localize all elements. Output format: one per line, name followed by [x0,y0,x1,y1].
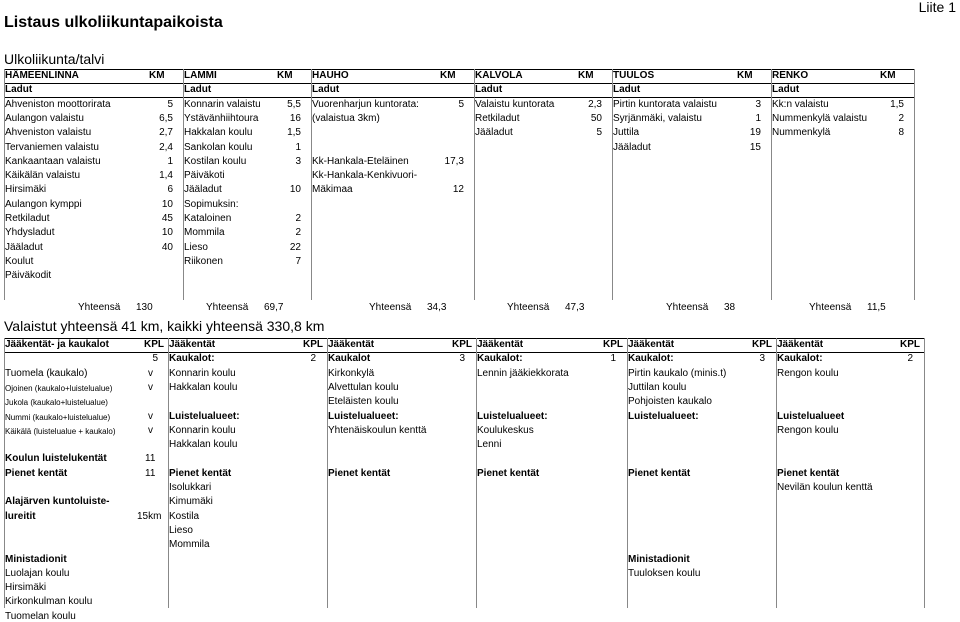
trail-name: Syrjänmäki, valaistu [613,112,702,124]
total-km: 130 [136,302,153,313]
trail-name: Ystävänhiihtoura [184,112,259,124]
subheader-ladut: Ladut [5,84,33,96]
count-value: 2 [310,353,316,365]
trail-km: 5 [596,127,602,139]
subheader-ladut: Ladut [772,84,800,96]
trail-km: 1,5 [287,127,301,139]
small-field-name: Nevilän koulun kenttä [777,482,873,493]
rink-name: Rengon koulu [777,367,839,379]
table-divider [771,69,772,300]
trail-km: 12 [452,184,464,196]
table-rule [627,338,628,608]
kaukalot-label: Kaukalot: [777,353,823,365]
trail-km: 5 [458,98,464,110]
total-label: Yhteensä [369,302,412,313]
total-label: Yhteensä [809,302,852,313]
table-divider [914,69,915,300]
rink-name: Nummi (kaukalo+luistelualue) [5,412,111,422]
rink-name: Pohjoisten kaukalo [628,396,712,408]
trail-name: Ahveniston moottorirata [5,98,111,110]
skating-area-name: Konnarin koulu [169,424,236,436]
column-header: Jääkentät [169,339,216,350]
column-header: Jääkentät- ja kaukalot [5,339,109,350]
trail-name: Lieso [184,241,208,253]
trail-name: Vuorenharjun kuntorata: [312,98,419,110]
unit-label: KPL [752,339,772,350]
table-rule [4,338,5,608]
trail-name: Kostilan koulu [184,155,247,167]
trail-name: Jääladut [475,127,513,139]
trail-km: 15 [749,141,761,153]
skating-area-name: Lenni [477,439,502,451]
trail-name: Sankolan koulu [184,141,253,153]
total-summary: Valaistut yhteensä 41 km, kaikki yhteensä 330,8 km [4,318,325,334]
table-rule [4,83,914,84]
skating-trail-label: Alajärven kuntoluiste- [5,496,110,508]
unit-label: KPL [452,339,472,350]
trail-km: 1,5 [890,98,904,110]
table-divider [474,69,475,300]
count-value: 3 [759,353,765,365]
total-km: 11,5 [867,302,886,313]
school-rinks-label: Koulun luistelukentät [5,453,107,465]
trail-km: 16 [289,112,301,124]
total-label: Yhteensä [206,302,249,313]
trail-name: Mommila [184,227,225,239]
trail-name: Jääladut [184,184,222,196]
rink-name: Hakkalan koulu [169,381,238,393]
subheader-ladut: Ladut [475,84,503,96]
trail-name: Kk:n valaistu [772,98,829,110]
trail-km: 8 [898,127,904,139]
total-km: 47,3 [565,302,585,313]
trail-name: Kk-Hankala-Kenkivuori- [312,170,418,182]
rink-name: Juttilan koulu [628,381,687,393]
trail-km: 3 [295,155,301,167]
trail-name: Hirsimäki [5,184,47,196]
skating-area-label: Luistelualueet: [628,410,699,422]
trail-km: 40 [161,241,173,253]
ministadion-label: Ministadionit [628,553,690,565]
trail-km: 2,3 [588,98,602,110]
unit-label: KPL [603,339,623,350]
total-label: Yhteensä [507,302,550,313]
trail-km: 2 [295,227,301,239]
trail-km: 7 [295,255,301,267]
column-header: Jääkentät [328,339,375,350]
trail-name: Kataloinen [184,213,232,224]
unit-label: KPL [900,339,920,350]
kaukalot-label: Kaukalot [328,353,371,365]
count-value: 11 [145,467,156,479]
ministadion-name: Luolajan koulu [5,567,70,579]
subheader-ladut: Ladut [184,84,212,96]
rink-name: Eteläisten koulu [328,396,399,408]
column-header: Jääkentät [777,339,824,350]
ministadion-name: Tuuloksen koulu [628,567,701,579]
rink-name: Tuomela (kaukalo) [5,367,88,379]
table-rule [168,338,169,608]
trail-km: 17,3 [444,155,464,167]
table-rule [4,69,914,70]
small-fields-label: Pienet kentät [777,467,840,479]
skating-area-name: Yhtenäiskoulun kenttä [328,424,427,436]
trail-name: Juttila [613,127,640,139]
table-rule [4,338,924,339]
trail-name: Retkiladut [5,213,50,224]
skating-area-name: Koulukeskus [477,424,534,436]
subheader-ladut: Ladut [613,84,641,96]
skating-area-label: Luistelualueet [777,410,845,422]
total-km: 69,7 [264,302,284,313]
rink-name: Pirtin kaukalo (minis.t) [628,367,727,379]
skating-area-name: Hakkalan koulu [169,439,238,451]
section-title: Ulkoliikunta/talvi [4,51,105,67]
rink-name: Konnarin koulu [169,367,236,379]
trail-km: 10 [161,227,173,239]
small-fields-label: Pienet kentät [477,467,540,479]
trail-name: Yhdysladut [5,227,55,239]
trail-km: 1 [167,155,173,167]
trail-km: 2,7 [159,127,173,139]
rink-name: Kirkonkylä [328,367,375,379]
total-label: Yhteensä [666,302,709,313]
trail-km: 45 [161,213,173,224]
trail-km: 1 [295,141,301,153]
table-rule [4,97,914,98]
trail-km: 50 [590,112,602,124]
kaukalot-label: Kaukalot: [477,353,523,365]
trail-km: 5 [167,98,173,110]
total-km: 34,3 [427,302,447,313]
trail-km: 10 [161,198,173,210]
table-rule [327,338,328,608]
unit-label: KM [880,70,896,81]
trail-km: 3 [755,98,761,110]
skating-area-label: Luistelualueet: [328,410,399,422]
trail-name: Koulut [5,255,34,267]
small-field-name: Kostila [169,510,200,522]
table-divider [612,69,613,300]
count-value: 1 [610,353,616,365]
trail-name: Nummenkylä [772,127,831,139]
unit-label: KM [277,70,293,81]
small-field-name: Lieso [169,524,193,536]
small-field-name: Mommila [169,539,210,551]
trail-km: 1 [755,112,761,124]
small-field-name: Kimumäki [169,496,213,508]
trail-km: 6,5 [159,112,173,124]
trail-name: Aulangon valaistu [5,112,84,124]
rink-name: Ojoinen (kaukalo+luistelualue) [5,383,113,393]
rink-name: Jukola (kaukalo+luistelualue) [5,398,108,408]
lit-marker: v [148,410,153,422]
unit-label: KM [578,70,594,81]
area-name: KALVOLA [475,70,523,81]
appendix-label: Liite 1 [918,0,956,15]
trail-km: 5,5 [287,98,301,110]
trail-name: Kk-Hankala-Eteläinen [312,155,409,167]
trail-km: 10 [289,184,301,196]
column-header: Jääkentät [628,339,675,350]
unit-label: KPL [303,339,323,350]
skating-trail-label: lureitit [5,510,36,522]
trail-name: Aulangon kymppi [5,198,82,210]
kaukalot-label: Kaukalot: [169,353,215,365]
rink-name: Käikälä (luistelualue + kaukalo) [5,426,116,436]
trail-km: 1,4 [159,170,173,182]
trail-name: Retkiladut [475,112,520,124]
small-fields-label: Pienet kentät [328,467,391,479]
small-fields-label: Pienet kentät [5,467,68,479]
trail-name: Nummenkylä valaistu [772,112,868,124]
small-fields-label: Pienet kentät [169,467,232,479]
skating-area-label: Luistelualueet: [169,410,240,422]
area-name: LAMMI [184,70,217,81]
trail-km: 19 [749,127,761,139]
count-value: 2 [907,353,913,365]
count-value: 11 [145,453,156,465]
column-header: Jääkentät [477,339,524,350]
trail-name: Mäkimaa [312,184,353,196]
lit-marker: v [148,381,153,393]
total-label: Yhteensä [78,302,121,313]
area-name: HAUHO [312,70,349,81]
count-value: 3 [459,353,465,365]
trail-name: (valaistua 3km) [312,112,380,124]
table-divider [4,69,5,300]
ministadion-name: Kirkonkulman koulu [5,596,93,608]
area-name: HÄMEENLINNA [5,70,79,81]
trail-name: Konnarin valaistu [184,98,261,110]
area-name: TUULOS [613,70,655,81]
trail-name: Sopimuksin: [184,198,239,210]
trail-name: Päiväkodit [5,270,52,282]
table-rule [924,338,925,608]
ministadion-label: Ministadionit [5,553,67,565]
ministadion-name: Hirsimäki [5,582,47,594]
trail-name: Päiväkoti [184,170,225,182]
table-rule [476,338,477,608]
table-divider [311,69,312,300]
trail-name: Hakkalan koulu [184,127,253,139]
table-rule [776,338,777,608]
trail-name: Jääladut [5,241,43,253]
table-rule [4,352,924,353]
table-divider [183,69,184,300]
ministadion-name: Tuomelan koulu [5,610,76,622]
trail-name: Ahveniston valaistu [5,127,92,139]
small-field-name: Isolukkari [169,482,212,493]
trail-km: 2 [295,213,301,224]
trail-km: 2,4 [159,141,173,153]
count-value: 5 [152,353,158,365]
trail-km: 6 [167,184,173,196]
rink-name: Lennin jääkiekkorata [477,367,569,379]
trail-name: Tervaniemen valaistu [5,141,99,153]
unit-label: KM [440,70,456,81]
lit-marker: v [148,367,153,379]
trail-name: Kankaantaan valaistu [5,155,101,167]
unit-label: KM [149,70,165,81]
trail-km: 2 [898,112,904,124]
rink-name: Alvettulan koulu [328,381,399,393]
trail-km: 22 [289,241,301,253]
trail-name: Jääladut [613,141,651,153]
skating-area-label: Luistelualueet: [477,410,548,422]
lit-marker: v [148,424,153,436]
trail-name: Riikonen [184,255,223,267]
trail-name: Käikälän valaistu [5,170,81,182]
unit-label: KM [737,70,753,81]
trail-name: Valaistu kuntorata [475,98,555,110]
subheader-ladut: Ladut [312,84,340,96]
trail-name: Pirtin kuntorata valaistu [613,98,717,110]
unit-label: KPL [144,339,164,350]
kaukalot-label: Kaukalot: [628,353,674,365]
small-fields-label: Pienet kentät [628,467,691,479]
skating-area-name: Rengon koulu [777,424,839,436]
area-name: RENKO [772,70,809,81]
km-value: 15km [137,510,162,522]
document-title: Listaus ulkoliikuntapaikoista [4,14,223,31]
total-km: 38 [724,302,736,313]
